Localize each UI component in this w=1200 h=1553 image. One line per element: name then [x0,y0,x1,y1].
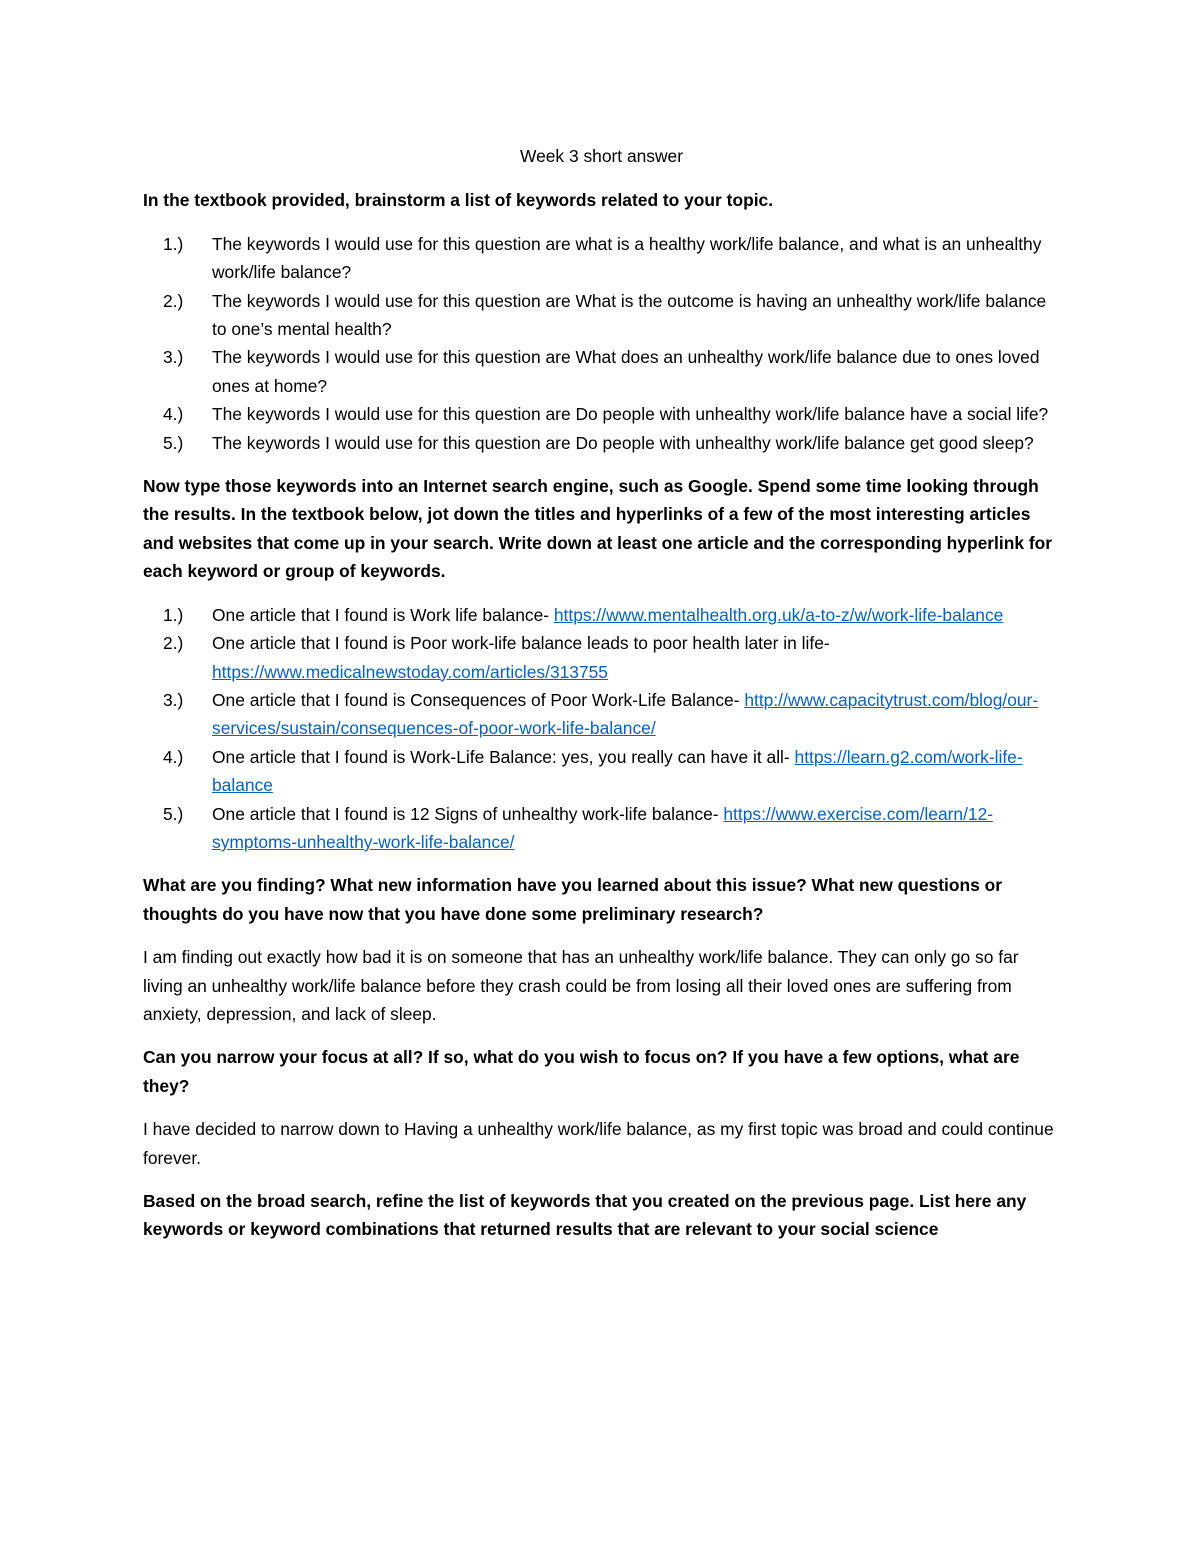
article-item [143,686,1060,743]
article-text: One article that I found is Poor work-life balance leads to poor health later in life- [212,633,830,654]
keyword-text: The keywords I would use for this question are What does an unhealthy work/life balance due to ones loved ones at home? [212,347,1040,396]
keyword-item [143,343,1060,400]
keyword-text: The keywords I would use for this question are Do people with unhealthy work/life balance get good sleep? [212,432,1034,453]
article-text: One article that I found is Work life balance- [212,604,554,625]
article-item [143,743,1060,800]
article-text: One article that I found is Work-Life Balance: yes, you really can have it all- [212,746,795,767]
article-item [143,800,1060,857]
keywords-prompt: In the textbook provided, brainstorm a list of keywords related to your topic. [143,190,774,211]
keyword-item [143,400,1060,428]
list-number: 5.) [163,803,184,824]
findings-answer: I am finding out exactly how bad it is on someone that has an unhealthy work/life balance. They can only go so far living an unhealthy work/life balance before they crash could be from losing all their loved ones are suffering from anxiety, depression, and lack of sleep. [143,947,1019,1024]
keyword-item [143,429,1060,457]
article-item [143,601,1060,629]
article-link[interactable]: https://www.medicalnewstoday.com/articles/313755 [212,661,608,682]
list-number: 2.) [163,290,184,311]
article-link[interactable]: https://www.mentalhealth.org.uk/a-to-z/w/work-life-balance [553,604,1004,625]
focus-answer: I have decided to narrow down to Having a unhealthy work/life balance, as my first topic was broad and could continue forever. [143,1119,1054,1168]
article-link[interactable]: https://learn.g2.com/work-life-balance [212,746,1023,796]
article-link[interactable]: http://www.capacitytrust.com/blog/our-services/sustain/consequences-of-poor-work-life-balance/ [212,689,1039,739]
articles-list [143,601,1060,857]
list-number: 4.) [163,404,184,425]
article-item [143,629,1060,686]
list-number: 3.) [163,347,184,368]
article-link[interactable]: https://www.exercise.com/learn/12-symptoms-unhealthy-work-life-balance/ [212,803,994,852]
refine-prompt: Based on the broad search, refine the list of keywords that you created on the previous page. List here any keywords or keyword combinations that returned results that are relevant to your social science [143,1191,1027,1240]
keyword-text: The keywords I would use for this question are what is a healthy work/life balance, and what is an unhealthy work/life balance? [212,233,1042,283]
keyword-text: The keywords I would use for this question are What is the outcome is having an unhealthy work/life balance to one’s mental health? [212,290,1047,340]
list-number: 2.) [163,633,184,654]
findings-prompt: What are you finding? What new information have you learned about this issue? What new questions or thoughts do you have now that you have done some preliminary research? [143,875,1002,924]
keyword-item [143,230,1060,287]
article-text: One article that I found is Consequences of Poor Work-Life Balance- [212,689,745,710]
search-prompt: Now type those keywords into an Internet search engine, such as Google. Spend some time looking through the results. In the textbook below, jot down the titles and hyperlinks of a few of the most interesting articles and websites that come up in your search. Write down at least one article and the corresponding hyperlink for each keyword or group of keywords. [143,476,1053,582]
document-title: Week 3 short answer [519,146,684,166]
keywords-list [143,230,1060,457]
focus-prompt: Can you narrow your focus at all? If so, what do you wish to focus on? If you have a few options, what are they? [143,1047,1020,1096]
list-number: 3.) [163,689,184,710]
list-number: 4.) [163,746,184,767]
list-number: 1.) [163,604,184,625]
article-text: One article that I found is 12 Signs of unhealthy work-life balance- [212,803,724,824]
keyword-text: The keywords I would use for this question are Do people with unhealthy work/life balance have a social life? [212,404,1049,425]
list-number: 5.) [163,432,184,453]
list-number: 1.) [163,233,184,254]
keyword-item [143,287,1060,344]
